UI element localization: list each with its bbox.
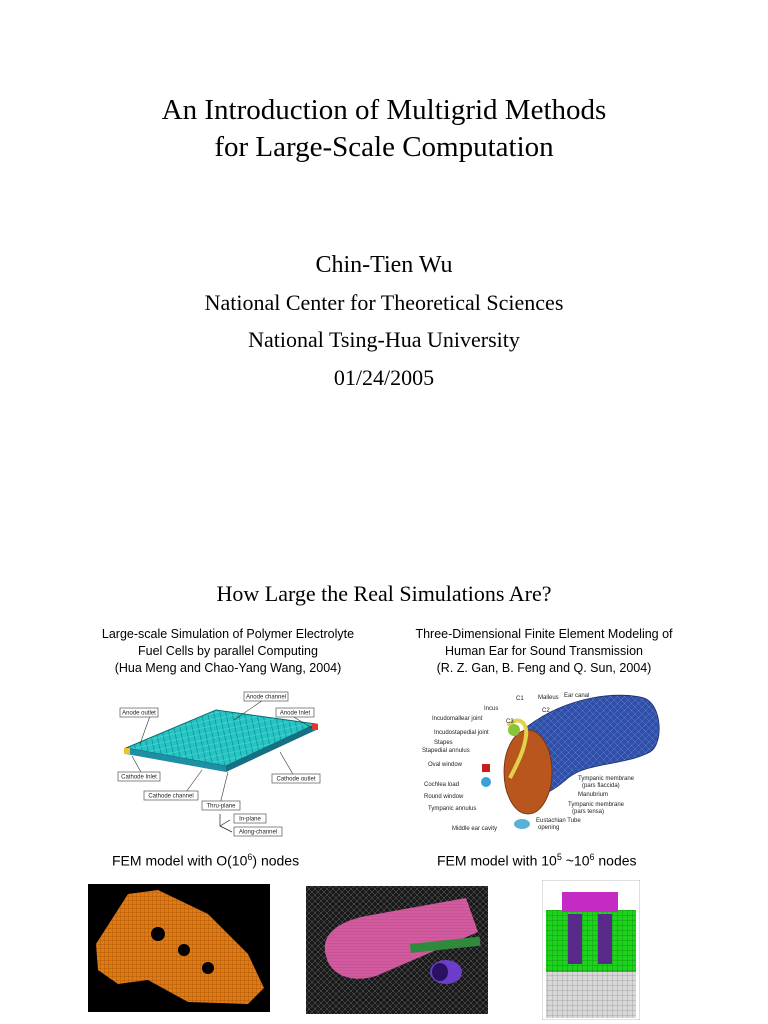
section-title: How Large the Real Simulations Are? [216,581,552,606]
label-cathode-channel: Cathode channel [148,793,194,800]
right-caption-line-3: (R. Z. Gan, B. Feng and Q. Sun, 2004) [436,661,652,675]
ear-label-incus: Incus [484,706,499,712]
ear-model-diagram [418,686,668,836]
fuel-cell-outlet-marker [312,724,318,730]
ear-label-manubrium: Manubrium [578,792,609,798]
ear-label-tympanic-annulus: Tympanic annulus [428,806,477,812]
left-caption-line-2: Fuel Cells by parallel Computing [138,644,318,658]
magenta-cap-shape [562,892,618,912]
ear-label-oval-window: Oval window [428,762,463,768]
green-block-shape [546,910,636,972]
axis-inplane-arrow [220,820,230,826]
ear-label-tm-tensa: Tympanic membrane [568,802,625,808]
ear-label-eustachian: Eustachian Tube [536,818,581,824]
label-anode-inlet: Anode Inlet [279,710,311,717]
ear-label-stapedial-annulus: Stapedial annulus [422,748,470,754]
left-caption-line-1: Large-scale Simulation of Polymer Electrolyte [101,627,355,641]
label-cathode-inlet: Cathode Inlet [121,774,157,781]
label-anode-outlet: Anode outlet [122,710,156,717]
ear-label-round-window: Round window [424,794,464,800]
author-name: Chin-Tien Wu [315,252,453,278]
incus-shape [508,724,520,736]
affiliation-line-2: National Tsing-Hua University [248,327,520,352]
ear-label-middle-ear-cavity: Middle ear cavity [452,826,498,832]
ear-label-incudomallear: Incudomallear joint [432,716,483,722]
label-along-channel: Along-channel [238,829,278,836]
axis-along-arrow [220,826,232,832]
page-title [0,92,768,166]
right-figure-caption [374,626,714,677]
ear-label-eustachian-sub: opening [538,825,560,831]
presentation-date: 01/24/2005 [333,365,435,390]
cylinder-mesh-image [306,886,488,1014]
right-caption-line-1: Three-Dimensional Finite Element Modeling of [415,627,673,641]
fuel-cell-diagram [116,688,326,840]
title-line-1: An Introduction of Multigrid Methods [161,94,607,126]
fem-right-note: FEM model with $10^5$ $\sim 10^6$ nodes [437,852,637,869]
ear-label-ear-canal: Ear canal [564,693,590,699]
ear-label-tm-tensa-sub: (pars tensa) [572,809,605,815]
ear-label-tm-flaccida-sub: (pars flaccida) [582,783,620,789]
grey-base-shape [546,972,636,1018]
oval-window-marker [482,764,490,772]
label-anode-channel: Anode channel [245,694,287,701]
label-thru-plane: Thru-plane [206,803,236,810]
ear-label-stapes: Stapes [434,740,453,746]
fuel-cell-inlet-marker [124,748,130,754]
ear-label-cochlea-load: Cochlea load [424,782,460,788]
engine-block-mesh-image [88,884,270,1012]
round-window-marker [481,777,491,787]
right-caption-line-2: Human Ear for Sound Transmission [444,644,643,658]
left-figure-caption [58,626,398,677]
ear-label-malleus: Malleus [538,695,559,701]
ear-label-c2: C2 [542,708,550,714]
eustachian-tube-shape [514,819,530,829]
ear-label-tm-flaccida: Tympanic membrane [578,776,635,782]
block-mesh-image [542,880,640,1020]
ear-label-c1: C1 [516,696,524,702]
fem-left-note: FEM model with $O(10^6)$ nodes [112,852,300,869]
affiliation-line-1: National Center for Theoretical Sciences [204,290,564,315]
left-caption-line-3: (Hua Meng and Chao-Yang Wang, 2004) [114,661,342,675]
ear-label-c3: C3 [506,719,514,725]
ear-label-incudostapedial: Incudostapedial joint [434,730,489,736]
title-line-2: for Large-Scale Computation [214,131,554,163]
label-in-plane: In-plane [239,816,261,823]
label-cathode-outlet: Cathode outlet [276,776,316,783]
